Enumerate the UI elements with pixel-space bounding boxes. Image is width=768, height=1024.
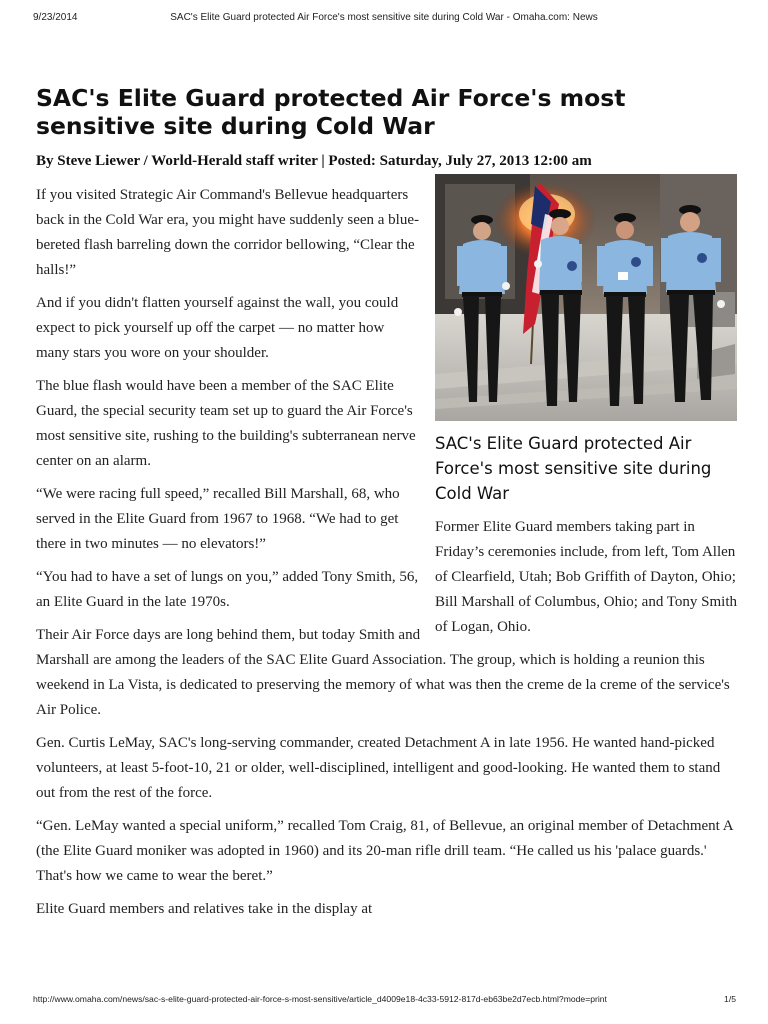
- print-url: http://www.omaha.com/news/sac-s-elite-guard-protected-air-force-s-most-sensitive/article_d4009e18-4c33-5912-817d-eb63be2d7ecb.html?mode=print: [33, 994, 607, 1004]
- figure-caption-title: SAC's Elite Guard protected Air Force's most sensitive site during Cold War: [435, 434, 712, 503]
- article-paragraph: “You had to have a set of lungs on you,” added Tony Smith, 56, an Elite Guard in the late 1970s.: [36, 569, 419, 610]
- article-byline: By Steve Liewer / World-Herald staff writer | Posted: Saturday, July 27, 2013 12:00 am: [36, 153, 592, 169]
- print-footer: [0, 994, 768, 1008]
- article-paragraph: The blue flash would have been a member of the SAC Elite Guard, the special security team set up to guard the Air Force's most sensitive site, rushing to the building's subterranean nerve center on an alarm.: [36, 378, 416, 469]
- print-page-title: SAC's Elite Guard protected Air Force's most sensitive site during Cold War - Omaha.com: News: [170, 12, 598, 23]
- page-number: 1/5: [724, 994, 736, 1004]
- article-paragraph: If you visited Strategic Air Command's Bellevue headquarters back in the Cold War era, you might have suddenly seen a blue-bereted flash barreling down the corridor bellowing, “Clear the halls!”: [36, 187, 419, 278]
- article-headline: SAC's Elite Guard protected Air Force's most sensitive site during Cold War: [36, 84, 626, 140]
- article-paragraph: “Gen. LeMay wanted a special uniform,” recalled Tom Craig, 81, of Bellevue, an original member of Detachment A (the Elite Guard moniker was adopted in 1960) and its 20-man rifle drill team. “He called us his 'palace guards.' That's how we came to wear the beret.”: [36, 818, 733, 884]
- article-body: [36, 183, 736, 930]
- article-figure: [435, 174, 739, 640]
- article-photo[interactable]: [435, 174, 737, 421]
- print-date: 9/23/2014: [33, 12, 78, 23]
- article-paragraph: “We were racing full speed,” recalled Bill Marshall, 68, who served in the Elite Guard from 1967 to 1968. “We had to get there in two minutes — no elevators!”: [36, 486, 400, 552]
- article-paragraph: Elite Guard members and relatives take in the display at: [36, 901, 373, 917]
- article-paragraph: Their Air Force days are long behind them, but today Smith and Marshall are among the leaders of the SAC Elite Guard Association. The group, which is holding a reunion this weekend in La Vista, is dedicated to preserving the memory of what was then the creme de la creme of the service's Air Police.: [36, 627, 730, 718]
- article-paragraph: Gen. Curtis LeMay, SAC's long-serving commander, created Detachment A in late 1956. He wanted hand-picked volunteers, at least 5-foot-10, 21 or older, well-disciplined, intelligent and good-looking. He wanted them to stand out from the rest of the force.: [36, 735, 721, 801]
- figure-caption: Former Elite Guard members taking part in Friday’s ceremonies include, from left, Tom Allen of Clearfield, Utah; Bob Griffith of Dayton, Ohio; Bill Marshall of Columbus, Ohio; and Tony Smith of Logan, Ohio.: [435, 519, 738, 635]
- article-paragraph: And if you didn't flatten yourself against the wall, you could expect to pick yourself up off the carpet — no matter how many stars you wore on your shoulder.: [36, 295, 399, 361]
- print-header: [0, 12, 768, 26]
